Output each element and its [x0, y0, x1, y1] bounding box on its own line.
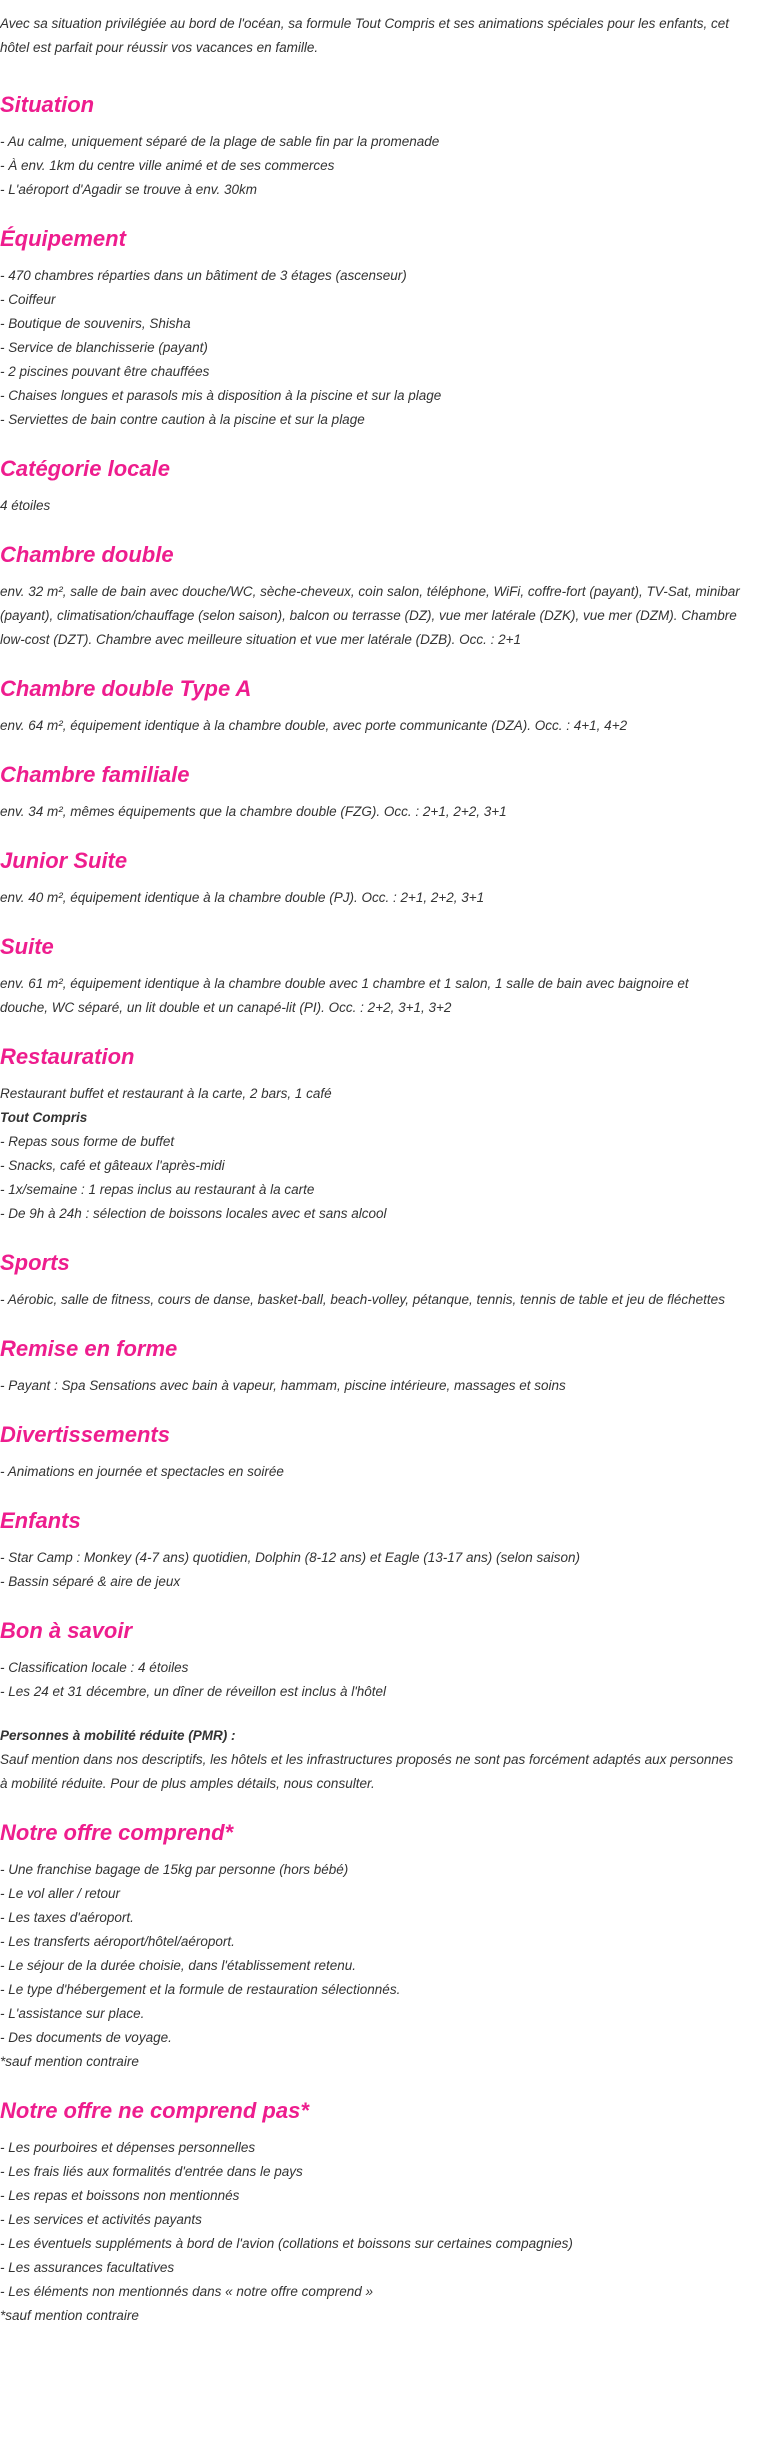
- section-line: env. 32 m², salle de bain avec douche/WC, sèche-cheveux, coin salon, téléphone, WiFi, coffre-fort (payant), TV-Sat, minibar (payant), climatisation/chauffage (selon saison), balcon ou terrasse (DZ), vue mer latérale (DZK), vue mer (DZM). Chambre low-cost (DZT). Chambre avec meilleure situation et vue mer latérale (DZB). Occ. : 2+1: [0, 584, 740, 647]
- section-line: - Chaises longues et parasols mis à disposition à la piscine et sur la plage: [0, 388, 442, 403]
- section-line: - Les frais liés aux formalités d'entrée dans le pays: [0, 2164, 303, 2179]
- section-line: - Les assurances facultatives: [0, 2260, 175, 2275]
- section-line: - Les pourboires et dépenses personnelles: [0, 2140, 256, 2155]
- section-line: - Au calme, uniquement séparé de la plage de sable fin par la promenade: [0, 134, 440, 149]
- section-body: [0, 1288, 740, 1312]
- section-line: - Star Camp : Monkey (4-7 ans) quotidien, Dolphin (8-12 ans) et Eagle (13-17 ans) (selon saison): [0, 1550, 581, 1565]
- section-equipement: [0, 224, 740, 432]
- section-line: - Des documents de voyage.: [0, 2030, 172, 2045]
- sections-container: [0, 90, 740, 2328]
- section-line: - 2 piscines pouvant être chauffées: [0, 364, 210, 379]
- section-line: - Les services et activités payants: [0, 2212, 202, 2227]
- section-line: - De 9h à 24h : sélection de boissons locales avec et sans alcool: [0, 1206, 387, 1221]
- section-restauration: [0, 1042, 740, 1226]
- section-title: Bon à savoir: [0, 1618, 133, 1643]
- section-title: Divertissements: [0, 1422, 170, 1447]
- section-body: [0, 2136, 740, 2328]
- section-line: *sauf mention contraire: [0, 2308, 139, 2323]
- section-title: Junior Suite: [0, 848, 128, 873]
- section-title: Notre offre ne comprend pas*: [0, 2098, 309, 2123]
- section-title: Chambre familiale: [0, 762, 190, 787]
- section-categorie-locale: [0, 454, 740, 518]
- section-title: Sports: [0, 1250, 70, 1275]
- section-divertissements: [0, 1420, 740, 1484]
- section-chambre-double: [0, 540, 740, 652]
- section-line: - Service de blanchisserie (payant): [0, 340, 208, 355]
- section-body: [0, 1374, 740, 1398]
- section-line: - Les repas et boissons non mentionnés: [0, 2188, 240, 2203]
- section-body: [0, 130, 740, 202]
- section-title: Chambre double: [0, 542, 174, 567]
- section-line: - Coiffeur: [0, 292, 56, 307]
- section-line: - Boutique de souvenirs, Shisha: [0, 316, 191, 331]
- section-remise-en-forme: [0, 1334, 740, 1398]
- section-line: *sauf mention contraire: [0, 2054, 139, 2069]
- section-line: env. 61 m², équipement identique à la chambre double avec 1 chambre et 1 salon, 1 salle de bain avec baignoire et douche, WC séparé, un lit double et un canapé-lit (PI). Occ. : 2+2, 3+1, 3+2: [0, 976, 689, 1015]
- section-line: - Le vol aller / retour: [0, 1886, 121, 1901]
- section-chambre-double-type-a: [0, 674, 740, 738]
- section-line: - Le type d'hébergement et la formule de restauration sélectionnés.: [0, 1982, 401, 1997]
- section-body: [0, 714, 740, 738]
- section-line: - Serviettes de bain contre caution à la piscine et sur la plage: [0, 412, 365, 427]
- section-line: - 470 chambres réparties dans un bâtiment de 3 étages (ascenseur): [0, 268, 407, 283]
- section-sports: [0, 1248, 740, 1312]
- section-line: - Le séjour de la durée choisie, dans l'établissement retenu.: [0, 1958, 357, 1973]
- line-spacer: [0, 1704, 740, 1724]
- section-title: Suite: [0, 934, 54, 959]
- section-line: - À env. 1km du centre ville animé et de ses commerces: [0, 158, 335, 173]
- section-title: Équipement: [0, 226, 126, 251]
- section-body: [0, 1546, 740, 1594]
- section-line: - L'aéroport d'Agadir se trouve à env. 30km: [0, 182, 258, 197]
- section-body: [0, 1082, 740, 1226]
- section-line: Restaurant buffet et restaurant à la carte, 2 bars, 1 café: [0, 1086, 332, 1101]
- section-body: [0, 264, 740, 432]
- intro-paragraph: Avec sa situation privilégiée au bord de l'océan, sa formule Tout Compris et ses animations spéciales pour les enfants, cet hôtel est parfait pour réussir vos vacances en famille.: [0, 16, 729, 55]
- section-line: - Payant : Spa Sensations avec bain à vapeur, hammam, piscine intérieure, massages et soins: [0, 1378, 566, 1393]
- section-line: - Les éventuels suppléments à bord de l'avion (collations et boissons sur certaines compagnies): [0, 2236, 573, 2251]
- section-enfants: [0, 1506, 740, 1594]
- section-line: - Aérobic, salle de fitness, cours de danse, basket-ball, beach-volley, pétanque, tennis, tennis de table et jeu de fléchettes: [0, 1292, 725, 1307]
- section-body: [0, 886, 740, 910]
- section-junior-suite: [0, 846, 740, 910]
- section-line: - Les transferts aéroport/hôtel/aéroport.: [0, 1934, 235, 1949]
- section-situation: [0, 90, 740, 202]
- section-line: - Repas sous forme de buffet: [0, 1134, 175, 1149]
- section-body: [0, 580, 740, 652]
- section-line: 4 étoiles: [0, 498, 51, 513]
- section-title: Catégorie locale: [0, 456, 170, 481]
- section-title: Notre offre comprend*: [0, 1820, 234, 1845]
- section-title: Situation: [0, 92, 95, 117]
- section-body: [0, 1656, 740, 1796]
- section-title: Enfants: [0, 1508, 81, 1533]
- section-chambre-familiale: [0, 760, 740, 824]
- section-line: env. 34 m², mêmes équipements que la chambre double (FZG). Occ. : 2+1, 2+2, 3+1: [0, 804, 507, 819]
- section-line: - L'assistance sur place.: [0, 2006, 145, 2021]
- section-body: [0, 494, 740, 518]
- section-body: [0, 1858, 740, 2074]
- section-title: Restauration: [0, 1044, 135, 1069]
- section-body: [0, 800, 740, 824]
- section-suite: [0, 932, 740, 1020]
- section-line: - Bassin séparé & aire de jeux: [0, 1574, 181, 1589]
- section-bon-a-savoir: [0, 1616, 740, 1796]
- section-line: - Snacks, café et gâteaux l'après-midi: [0, 1158, 225, 1173]
- section-notre-offre-comprend: [0, 1818, 740, 2074]
- section-line: Sauf mention dans nos descriptifs, les hôtels et les infrastructures proposés ne sont pas forcément adaptés aux personnes à mobilité réduite. Pour de plus amples détails, nous consulter.: [0, 1752, 734, 1791]
- section-line: - Animations en journée et spectacles en soirée: [0, 1464, 284, 1479]
- section-line: - Une franchise bagage de 15kg par personne (hors bébé): [0, 1862, 349, 1877]
- section-line: - Les taxes d'aéroport.: [0, 1910, 134, 1925]
- section-line: - 1x/semaine : 1 repas inclus au restaurant à la carte: [0, 1182, 315, 1197]
- section-line: env. 64 m², équipement identique à la chambre double, avec porte communicante (DZA). Occ. : 4+1, 4+2: [0, 718, 628, 733]
- section-line: env. 40 m², équipement identique à la chambre double (PJ). Occ. : 2+1, 2+2, 3+1: [0, 890, 485, 905]
- section-line: Tout Compris: [0, 1110, 88, 1125]
- section-title: Chambre double Type A: [0, 676, 252, 701]
- section-line: - Les 24 et 31 décembre, un dîner de réveillon est inclus à l'hôtel: [0, 1684, 387, 1699]
- section-notre-offre-ne-comprend-pas: [0, 2096, 740, 2328]
- section-line: - Classification locale : 4 étoiles: [0, 1660, 189, 1675]
- section-body: [0, 972, 740, 1020]
- section-line: Personnes à mobilité réduite (PMR) :: [0, 1728, 236, 1743]
- section-title: Remise en forme: [0, 1336, 178, 1361]
- section-line: - Les éléments non mentionnés dans « notre offre comprend »: [0, 2284, 373, 2299]
- section-body: [0, 1460, 740, 1484]
